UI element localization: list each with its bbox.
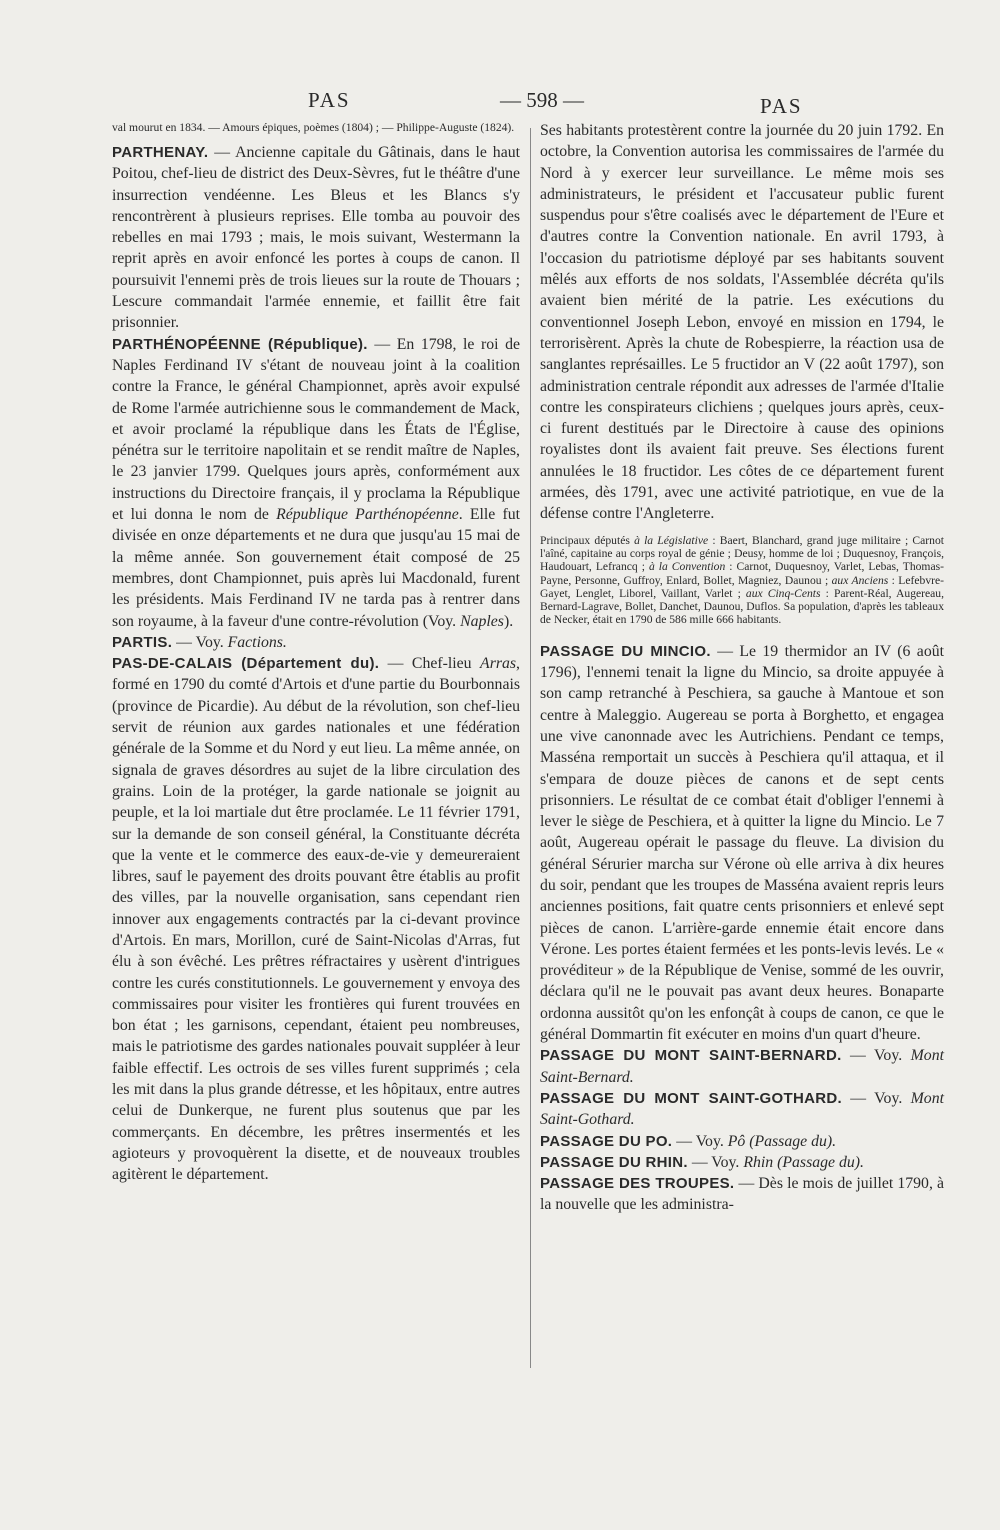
entry-italic: Mont Saint-Bernard. <box>540 1047 944 1086</box>
entry-text: . Elle fut divisée en onze départements et ne dura que jusqu'au 15 mai de la même année. Son gouvernement était composé de 25 membres, dont Championnet, puis après lui Macdonald, furent les présidents. Mais Ferdinand IV ne tarda pas à rentrer dans son royaume, à la faveur d'une contre-révolution (Voy. <box>112 506 520 630</box>
note-text: Principaux députés <box>540 533 635 547</box>
entry-text: — Dès le mois de juillet 1790, à la nouvelle que les administra- <box>540 1175 945 1214</box>
running-head-left: PAS <box>308 88 351 112</box>
entry-passage-du-rhin <box>540 1152 944 1173</box>
entry-partis <box>112 632 520 653</box>
entry-heading: PASSAGE DU RHIN. <box>540 1153 688 1171</box>
entry-heading: PASSAGE DES TROUPES. <box>540 1175 735 1193</box>
entry-text: , formé en 1790 du comté d'Artois et d'une partie du Bourbonnais (province de Picardie). Au début de la révolution, son chef-lieu servit de réunion aux gardes nationales et une fédération générale de la Somme et du Nord y eut lieu. La même année, on signala de graves désordres au sujet de la libre circulation des grains. Loin de la protéger, la garde nationale se joignit au peuple, et la loi martiale dut être proclamée. Le 11 février 1791, sur la demande de son conseil général, la Constituante décréta que la vente et le commerce des eaux-de-vie y demeureraient libres, sauf le payement des droits pouvant être établis au profit des villes, par la nouvelle organisation, sans cependant rien innover aux engagements contractés par la ci-devant province d'Artois. En mars, Morillon, curé de Saint-Nicolas d'Arras, fut élu à son évêché. Les prêtres réfractaires y usèrent d'intrigues contre les curés constitutionnels. Le gouvernement y envoya des commissaires pour visiter les frontières qui furent trouvées en bon état ; les garnisons, cependant, étaient peu nombreuses, mais le patriotisme des gardes nationales pouvait suppléer à leur faible effectif. Les octrois de ses villes furent supprimés ; cela les mit dans la plus grande détresse, et les hôpitaux, entre autres celui de Dunkerque, ne furent plus soutenus que par les commerçants. En décembre, les prêtres insermentés et les agioteurs y provoquèrent la disette, et de nouveaux troubles agitèrent le département. <box>112 655 520 1184</box>
entry-heading: PARTHÉNOPÉENNE (République). <box>112 335 368 353</box>
entry-passage-des-troupes <box>540 1173 944 1216</box>
note-text: : Carnot, Duquesnoy, Varlet, Lebas, Thomas-Payne, Personne, Guffroy, Enlard, Bollet, Magniez, Daunou ; <box>540 560 944 587</box>
note-text: : Baert, Blanchard, grand juge militaire ; Carnot l'aîné, capitaine au corps royal de génie ; Deusy, homme de loi ; Duquesnoy, François, Haudouart, Lefrancq ; <box>540 533 944 574</box>
entry-heading: PARTHENAY. <box>112 144 209 161</box>
entry-text: — Chef-lieu <box>379 655 481 673</box>
entry-text: — Voy. <box>672 1132 728 1150</box>
entry-text: — Voy. <box>172 633 228 651</box>
note-italic: à la Législative <box>634 533 709 547</box>
carryover-note: val mourut en 1834. — Amours épiques, poèmes (1804) ; — Philippe-Auguste (1824). <box>112 121 515 134</box>
entry-text: ). <box>503 612 514 630</box>
entry-heading: PASSAGE DU PO. <box>540 1132 673 1150</box>
entry-italic: Rhin (Passage du). <box>743 1153 864 1171</box>
note-text: : Parent-Réal, Augereau, Bernard-Lagrave, Bollet, Danchet, Daunou, Duflos. Sa population, d'après les tableaux de Necker, était en 1790 de 586 mille 666 habitants. <box>540 586 944 627</box>
right-column <box>540 120 944 1216</box>
entry-passage-du-po <box>540 1131 944 1152</box>
entry-heading: PASSAGE DU MINCIO. <box>540 642 711 660</box>
entry-passage-du-mincio <box>540 641 944 1046</box>
entry-italic: Arras <box>480 655 517 673</box>
running-head-right: PAS <box>760 94 803 118</box>
entry-italic: Naples <box>460 612 504 630</box>
note-italic: à la Convention <box>648 560 726 574</box>
entry-text: — Voy. <box>841 1047 911 1065</box>
note-text: : Lefebvre-Gayet, Lenglet, Liborel, Vaillant, Varlet ; <box>540 573 944 600</box>
page-number: — 598 — <box>500 88 584 112</box>
entry-italic: Mont Saint-Gothard. <box>540 1089 944 1129</box>
entry-italic: Factions. <box>227 633 287 651</box>
note-italic: aux Cinq-Cents <box>745 586 821 600</box>
left-column <box>112 120 520 1186</box>
page-header <box>0 88 1000 118</box>
entry-heading: PASSAGE DU MONT SAINT-BERNARD. <box>540 1047 842 1065</box>
entry-italic: République Parthénopéenne <box>276 506 459 524</box>
entry-text: — En 1798, le roi de Naples Ferdinand IV s'étant de nouveau joint à la coalition contre la France, le général Championnet, après avoir expulsé de Rome l'armée autrichienne sous le commandement de Mack, et avoir proclamé la république dans les États de l'Église, pénétra sur le territoire napolitain et se rendit maître de Naples, le 23 janvier 1799. Quelques jours après, conformément aux instructions du Directoire français, il y proclama la République et lui donna le nom de <box>112 335 520 524</box>
entry-italic: Pô (Passage du). <box>727 1132 837 1150</box>
note-italic: aux Anciens <box>831 573 889 587</box>
continuation-text: Ses habitants protestèrent contre la journée du 20 juin 1792. En octobre, la Convention autorisa les commissaires de l'armée du Nord à y exercer leur surveillance. Le même mois ses administrateurs, le président et l'accusateur public furent suspendus pour s'être coalisés avec le département de l'Eure et d'autres contre la Convention nationale. En avril 1793, à l'occasion du patriotisme déployé par ses habitants souvent mêlés aux efforts de nos soldats, l'Assemblée décréta qu'ils avaient bien mérité de la patrie. Les exécutions du conventionnel Joseph Lebon, envoyé en mission en 1794, le terrorisèrent. Après la chute de Robespierre, la réaction usa de sanglantes représailles. Le 5 fructidor an V (22 août 1797), son administration centrale répondit aux adresses de l'armée d'Italie contre les conspirateurs clichiens ; quelques jours après, ceux-ci furent destitués par le Directoire à cause des opinions royalistes dont ils avaient fait preuve. Ses élections furent annulées le 18 fructidor. Les côtes de ce département furent armées, dès 1791, avec une activité patriotique, en vue de la défense contre l'Angleterre. <box>540 122 944 523</box>
column-divider <box>530 128 531 1368</box>
entry-text: — Voy. <box>687 1153 744 1171</box>
entry-heading: PAS-DE-CALAIS (Département du). <box>112 655 380 673</box>
entry-text: — Voy. <box>841 1089 911 1107</box>
entry-parthenay <box>112 142 520 334</box>
entry-text: — Ancienne capitale du Gâtinais, dans le haut Poitou, chef-lieu de district des Deux-Sèvres, fut le théâtre d'une insurrection vendéenne. Les Bleus et les Blancs s'y rencontrèrent à plusieurs reprises. Elle tomba au pouvoir des rebelles en mai 1793 ; mais, le mois suivant, Westermann la reprit après en avoir enfoncé les portes à coups de canon. Il poursuivit l'ennemi près de trois lieues sur la route de Thouars ; Lescure commandait l'armée ennemie, et faillit être fait prisonnier. <box>112 144 520 332</box>
entry-text: — Le 19 thermidor an IV (6 août 1796), l'ennemi tenait la ligne du Mincio, sa droite appuyée à son camp retranché à Peschiera, sa gauche à Mantoue et son centre à Maleggio. Augereau se porta à Borghetto, et engagea une vive canonnade avec les Autrichiens. Pendant ce temps, Masséna remportait un succès à Peschiera qu'il attaqua, et il s'empara de douze pièces de canons et de sept cents prisonniers. Le résultat de ce combat était d'obliger l'ennemi à lever le siège de Peschiera, et à quitter la ligne du Mincio. Le 7 août, Augereau opérait le passage du fleuve. La division du général Sérurier marcha sur Vérone où elle arriva à dix heures du soir, pendant que les troupes de Masséna avaient repris leurs anciennes positions, fait quatre cents prisonniers et enlevé sept pièces de canon. L'arrière-garde ennemie était encore dans Vérone. Les portes étaient fermées et les ponts-levis levés. Le « provéditeur » de la République de Venise, sommé de les ouvrir, déclara qu'il ne le pouvait pas avant deux heures. Bonaparte ordonna aussitôt qu'on les enfonçât à coups de canon, ce que le général Dommartin fit exécuter en moins d'un quart d'heure. <box>540 642 945 1044</box>
deputies-note <box>540 534 944 627</box>
entry-parthenopeenne <box>112 334 520 632</box>
entry-pas-de-calais <box>112 653 520 1185</box>
entry-passage-mont-saint-gothard <box>540 1088 944 1131</box>
entry-passage-mont-saint-bernard <box>540 1045 944 1088</box>
entry-heading: PARTIS. <box>112 633 173 651</box>
entry-heading: PASSAGE DU MONT SAINT-GOTHARD. <box>540 1089 842 1107</box>
